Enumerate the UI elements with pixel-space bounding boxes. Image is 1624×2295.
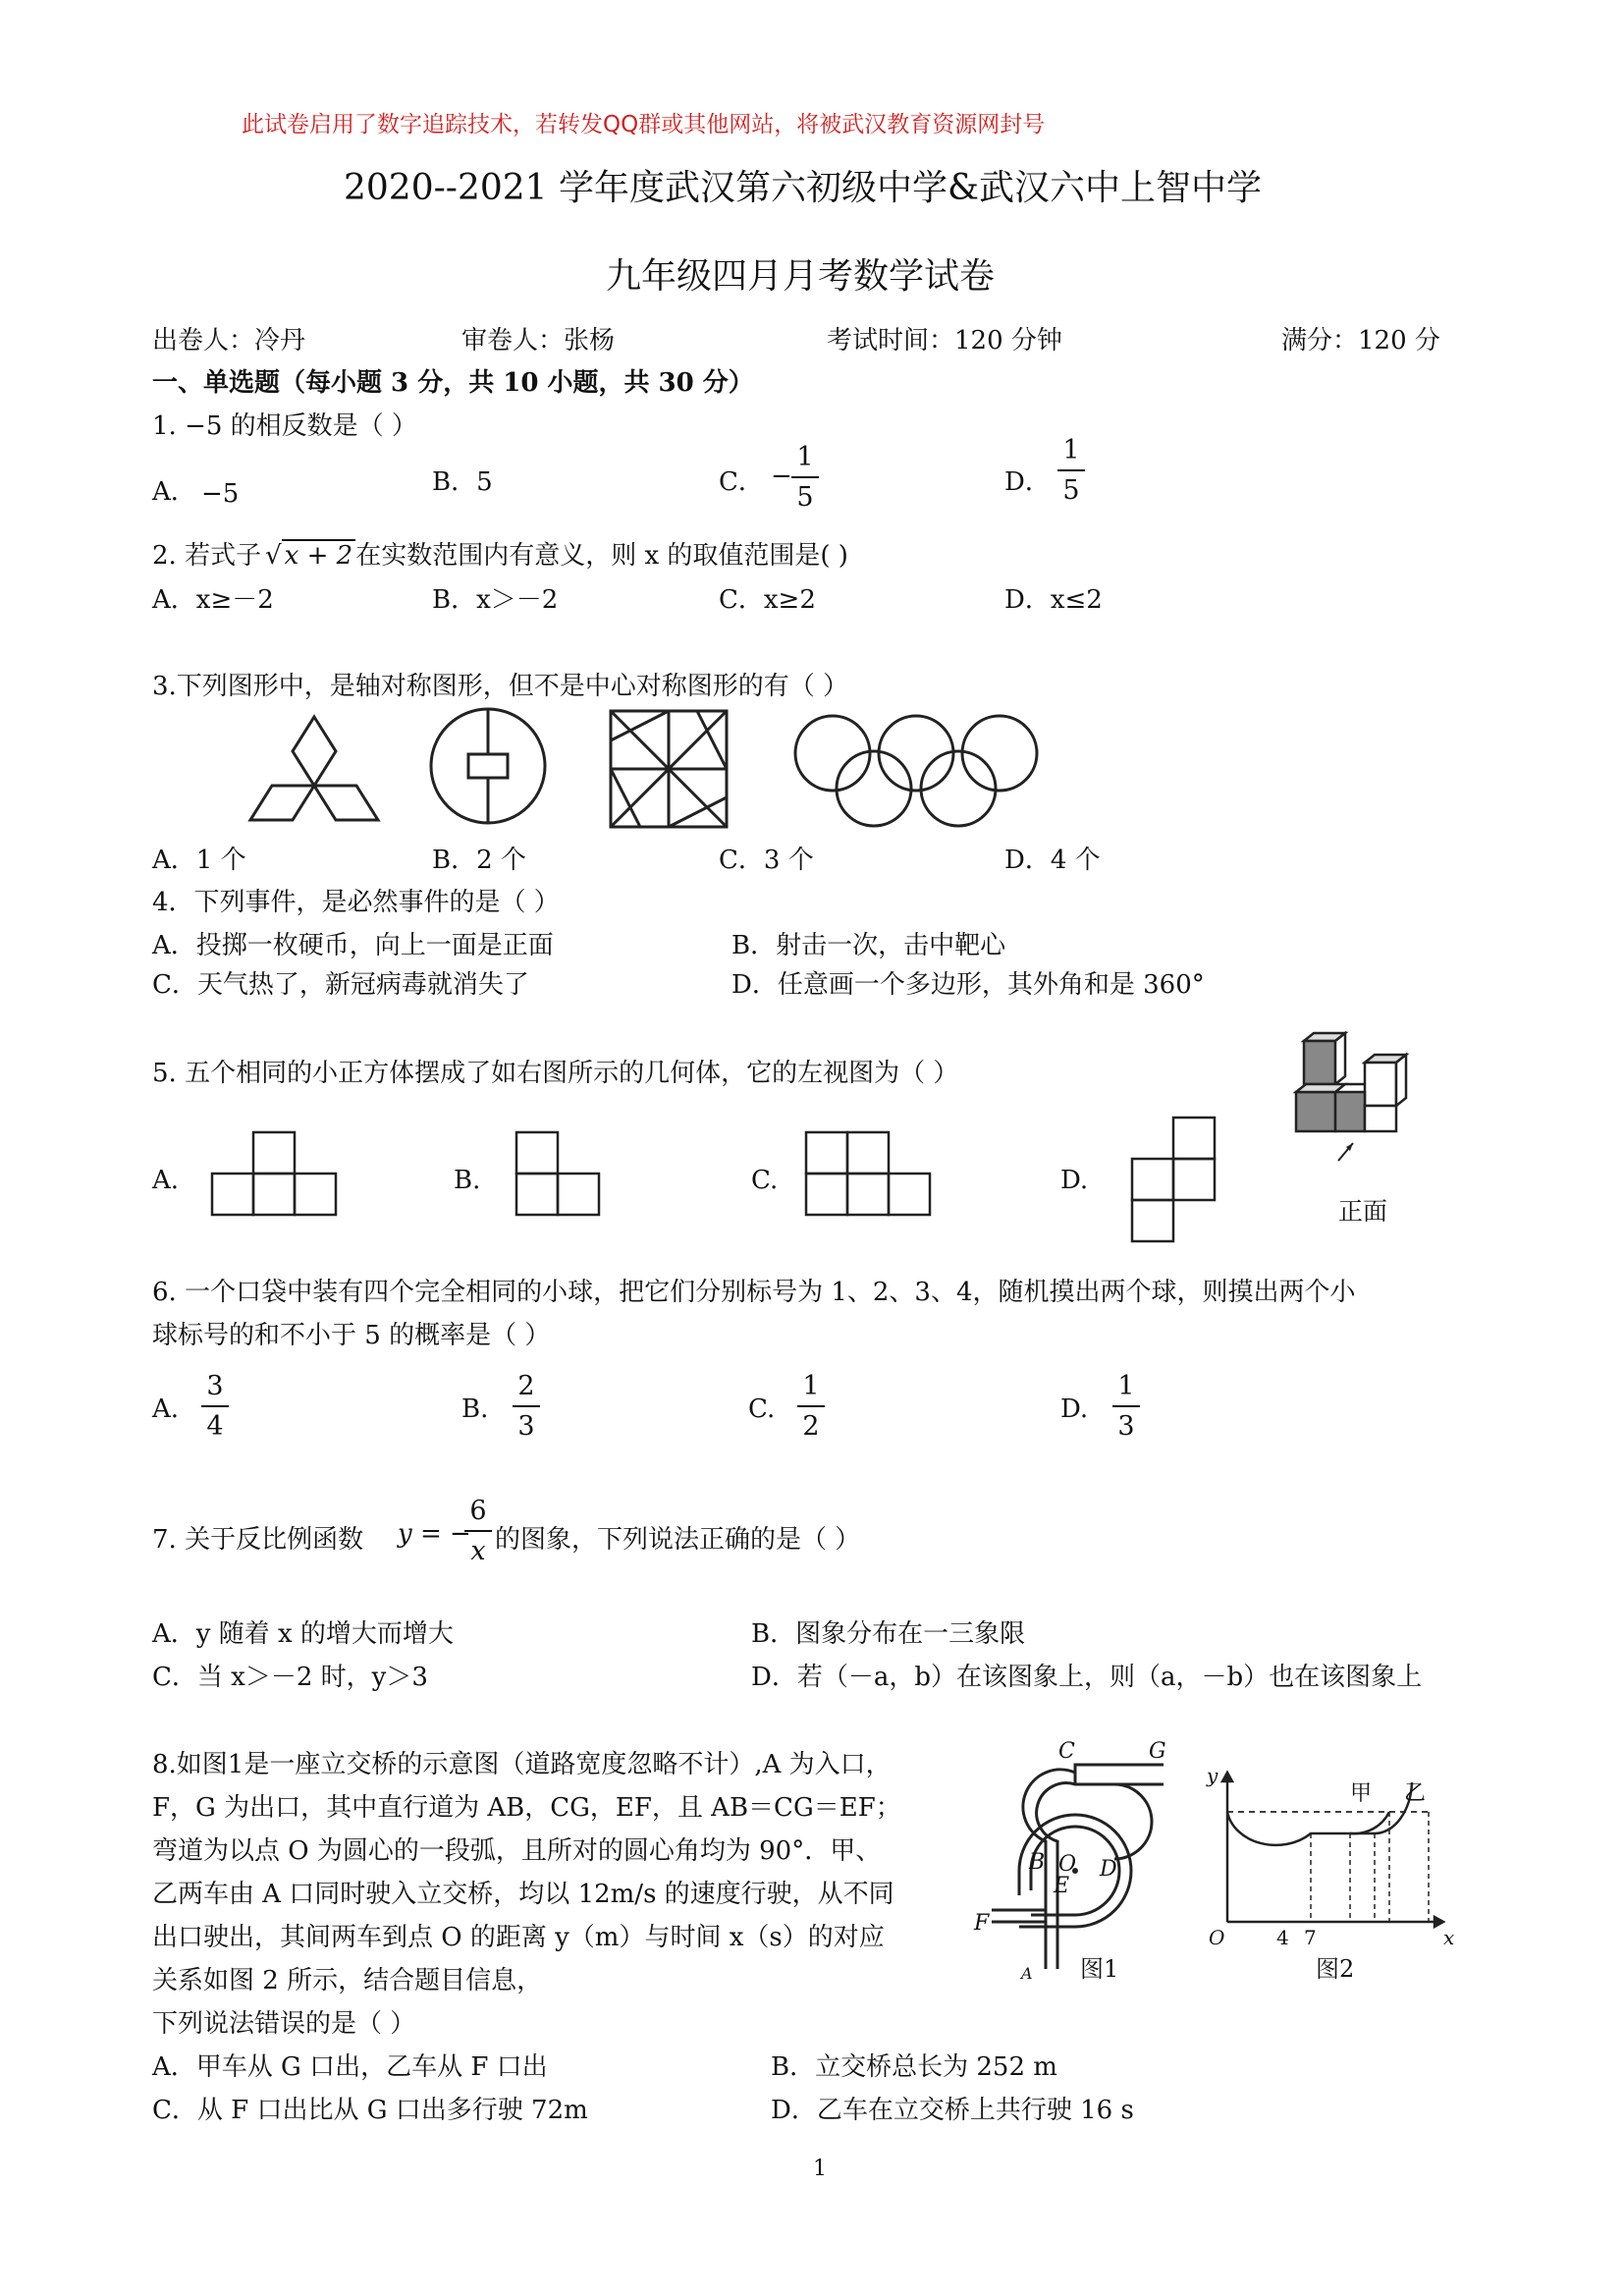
- fraction-numerator: 1: [1062, 435, 1080, 465]
- q5-front-label: 正面: [1338, 1197, 1388, 1226]
- q6-option-c-label: C.: [748, 1394, 776, 1424]
- q8-line7: 下列说法错误的是（ ）: [152, 2009, 416, 2039]
- fig2-tick-4: 4: [1276, 1926, 1289, 1949]
- q2-option-d: D．x≤2: [1004, 585, 1103, 615]
- q8-option-a: A．甲车从 G 口出，乙车从 F 口出: [152, 2052, 548, 2082]
- fig1-label-B: B: [1029, 1850, 1046, 1875]
- fig2-legend-jia: 甲: [1350, 1781, 1373, 1806]
- q5-option-a-view: [209, 1129, 342, 1223]
- tracking-warning: 此试卷启用了数字追踪技术，若转发QQ群或其他网站，将被武汉教育资源网封号: [242, 112, 1046, 137]
- fig1-label-O: O: [1058, 1852, 1077, 1877]
- exam-reviewer: 审卷人：张杨: [461, 326, 616, 355]
- q8-figure1-caption: 图1: [1080, 1955, 1119, 1983]
- q3-figure-pinwheel: [609, 709, 731, 832]
- q5-stem: 5. 五个相同的小正方体摆成了如右图所示的几何体，它的左视图为（ ）: [152, 1059, 959, 1088]
- q1-option-b: B．5: [432, 467, 493, 497]
- q6-option-a-fraction: [201, 1373, 229, 1440]
- q5-option-c-label: C.: [751, 1166, 779, 1195]
- fig2-origin-label: O: [1209, 1926, 1225, 1949]
- fraction-denominator: 2: [802, 1411, 820, 1442]
- exam-full-score: 满分：120 分: [1281, 326, 1440, 355]
- fig2-x-axis-label: x: [1443, 1926, 1455, 1949]
- fraction-denominator: x: [470, 1536, 486, 1566]
- q6-option-b-label: B.: [461, 1394, 489, 1424]
- q6-option-d-label: D.: [1060, 1394, 1089, 1424]
- fraction-bar: [791, 476, 819, 478]
- fraction-bar: [1057, 469, 1085, 471]
- q3-figure-coin: [429, 707, 552, 830]
- q7-option-c: C．当 x＞－2 时，y＞3: [152, 1663, 428, 1692]
- fraction-bar: [797, 1405, 825, 1407]
- fraction-numerator: 1: [796, 442, 814, 472]
- section-heading: 一、单选题（每小题 3 分，共 10 小题，共 30 分）: [152, 368, 754, 398]
- q1-option-d-fraction: [1057, 437, 1085, 504]
- q1-option-c-sign: −: [771, 462, 792, 491]
- fraction-bar: [201, 1405, 229, 1407]
- fraction-numerator: 2: [517, 1371, 535, 1401]
- q5-option-b-view: [514, 1129, 607, 1223]
- q2-option-c: C．x≥2: [719, 585, 816, 615]
- q1-option-d-label: D．: [1004, 467, 1051, 497]
- exam-author: 出卷人：冷丹: [152, 326, 306, 355]
- fig1-label-A: A: [1021, 1964, 1033, 1983]
- q3-option-d: D．4 个: [1004, 846, 1101, 875]
- q2-option-b: B．x＞－2: [432, 585, 559, 615]
- q8-line2: F，G 为出口，其中直行道为 AB，CG，EF，且 AB＝CG＝EF；: [152, 1793, 901, 1823]
- q6-option-a-label: A.: [152, 1394, 180, 1424]
- q7-option-d: D．若（－a，b）在该图象上，则（a，－b）也在该图象上: [751, 1663, 1423, 1692]
- q8-line1: 8.如图1是一座立交桥的示意图（道路宽度忽略不计）,A 为入口，: [152, 1750, 892, 1779]
- q8-option-d: D．乙车在立交桥上共行驶 16 s: [771, 2096, 1134, 2125]
- q8-figure2-caption: 图2: [1316, 1955, 1355, 1983]
- q4-option-d: D．任意画一个多边形，其外角和是 360°: [731, 970, 1205, 1000]
- fraction-denominator: 3: [517, 1411, 535, 1442]
- fig1-label-F: F: [974, 1911, 990, 1936]
- fraction-denominator: 4: [206, 1411, 224, 1442]
- q5-option-c-view: [803, 1129, 936, 1223]
- q3-option-b: B．2 个: [432, 846, 526, 875]
- q1-stem: 1. −5 的相反数是（ ）: [152, 411, 417, 441]
- q8-figure2-graph: [1203, 1763, 1458, 1949]
- fraction-numerator: 6: [469, 1496, 487, 1526]
- q7-stem-post: 的图象，下列说法正确的是（ ）: [495, 1525, 861, 1555]
- q5-cube-solid-figure: [1294, 1033, 1466, 1171]
- fig1-label-G: G: [1149, 1739, 1166, 1764]
- q2-option-a: A．x≥－2: [152, 585, 274, 615]
- fig1-label-D: D: [1100, 1857, 1117, 1882]
- fraction-bar: [464, 1530, 492, 1532]
- sqrt-symbol: √: [265, 541, 282, 571]
- q8-option-c: C．从 F 口出比从 G 口出多行驶 72m: [152, 2096, 588, 2125]
- fraction-denominator: 5: [1062, 475, 1080, 506]
- sqrt-expression: x + 2: [282, 539, 356, 571]
- q5-option-d-view: [1129, 1115, 1222, 1247]
- fraction-bar: [513, 1405, 540, 1407]
- q2-stem-pre: 2. 若式子: [152, 541, 262, 571]
- q4-option-c: C．天气热了，新冠病毒就消失了: [152, 970, 529, 1000]
- q3-figure-five-rings: [793, 712, 1044, 830]
- q7-function-lhs: y = −: [398, 1519, 471, 1549]
- q1-option-c-fraction: [791, 444, 819, 511]
- q2-stem-post: 在实数范围内有意义，则 x 的取值范围是( ): [355, 541, 848, 571]
- q8-line3: 弯道为以点 O 为圆心的一段弧，且所对的圆心角均为 90°．甲、: [152, 1836, 882, 1866]
- fraction-denominator: 5: [796, 482, 814, 513]
- q6-option-d-fraction: [1112, 1373, 1140, 1440]
- q7-option-a: A．y 随着 x 的增大而增大: [152, 1619, 454, 1649]
- q1-option-a-value: −5: [201, 479, 240, 509]
- fraction-numerator: 1: [802, 1371, 820, 1401]
- q8-line6: 关系如图 2 所示，结合题目信息，: [152, 1966, 543, 1995]
- q8-line4: 乙两车由 A 口同时驶入立交桥，均以 12m/s 的速度行驶，从不同: [152, 1880, 894, 1909]
- q5-option-d-label: D.: [1060, 1166, 1089, 1195]
- q1-option-c-label: C．: [719, 467, 764, 497]
- q8-option-b: B．立交桥总长为 252 m: [771, 2052, 1057, 2082]
- q8-line5: 出口驶出，其间两车到点 O 的距离 y（m）与时间 x（s）的对应: [152, 1923, 885, 1952]
- fig2-tick-7: 7: [1304, 1926, 1317, 1949]
- q3-figure-three-rhombi: [245, 712, 393, 830]
- exam-title-line1: 2020--2021 学年度武汉第六初级中学&武汉六中上智中学: [344, 168, 1263, 208]
- exam-time: 考试时间：120 分钟: [827, 326, 1062, 355]
- fraction-denominator: 3: [1117, 1411, 1135, 1442]
- q4-option-b: B．射击一次，击中靶心: [731, 931, 1006, 960]
- q5-option-a-label: A.: [152, 1166, 180, 1195]
- fraction-numerator: 1: [1117, 1371, 1135, 1401]
- q7-function-fraction: [464, 1498, 492, 1564]
- q3-option-c: C．3 个: [719, 846, 814, 875]
- fraction-numerator: 3: [206, 1371, 224, 1401]
- page-number: 1: [813, 2157, 827, 2181]
- q3-option-a: A．1 个: [152, 846, 246, 875]
- q3-stem: 3.下列图形中，是轴对称图形，但不是中心对称图形的有（ ）: [152, 672, 849, 701]
- q6-stem-line2: 球标号的和不小于 5 的概率是（ ）: [152, 1321, 551, 1350]
- fig2-legend-yi: 乙: [1404, 1781, 1427, 1806]
- q2-stem: [152, 535, 848, 572]
- q6-stem-line1: 6. 一个口袋中装有四个完全相同的小球，把它们分别标号为 1、2、3、4，随机摸出两个球，则摸出两个小: [152, 1278, 1356, 1307]
- q7-option-b: B．图象分布在一三象限: [751, 1619, 1026, 1649]
- fig1-label-C: C: [1058, 1739, 1075, 1764]
- fig2-y-axis-label: y: [1207, 1764, 1218, 1787]
- q4-option-a: A．投掷一枚硬币，向上一面是正面: [152, 931, 554, 960]
- q4-stem: 4．下列事件，是必然事件的是（ ）: [152, 888, 560, 917]
- fraction-bar: [1112, 1405, 1140, 1407]
- fig1-label-E: E: [1054, 1874, 1070, 1898]
- q1-option-a-label: A．: [152, 477, 196, 507]
- q8-figure1-interchange: [972, 1733, 1188, 1983]
- q5-option-b-label: B.: [454, 1166, 481, 1195]
- q7-stem-pre: 7. 关于反比例函数: [152, 1525, 364, 1555]
- q6-option-b-fraction: [513, 1373, 540, 1440]
- q6-option-c-fraction: [797, 1373, 825, 1440]
- exam-title-line2: 九年级四月月考数学试卷: [606, 256, 996, 297]
